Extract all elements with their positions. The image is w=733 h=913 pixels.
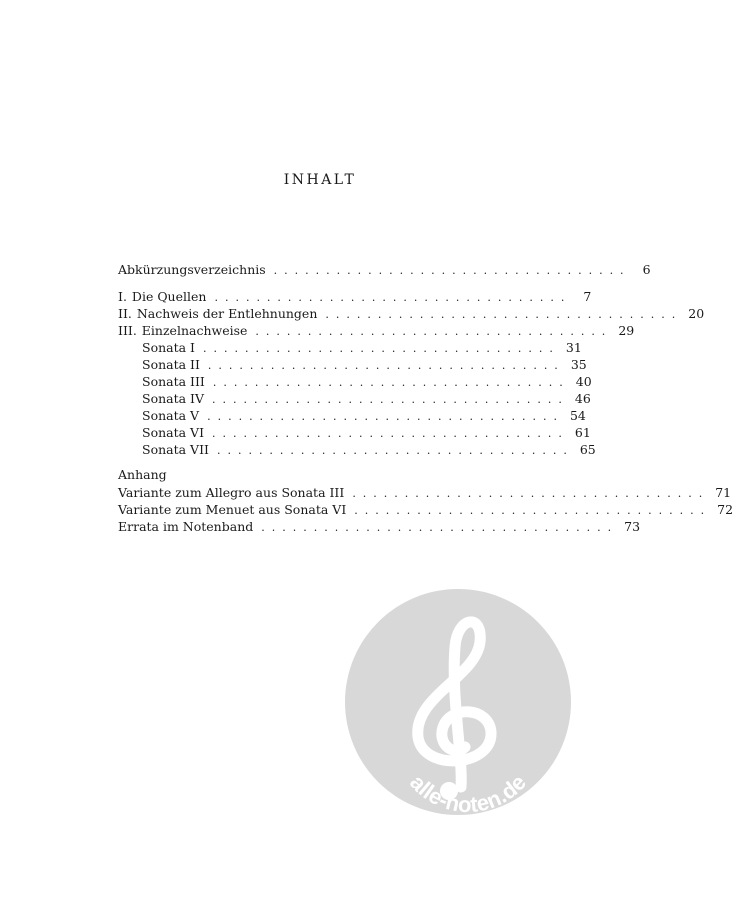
entry-page: 65 — [579, 442, 596, 457]
entry-page: 29 — [618, 323, 635, 338]
entry-page: 61 — [574, 425, 591, 440]
entry-label: Abkürzungsverzeichnis — [118, 262, 266, 277]
leader-dots: .................................. — [207, 410, 564, 423]
watermark-logo — [343, 587, 573, 817]
entry-page: 20 — [688, 306, 705, 321]
toc-entry-sonata-3 — [142, 374, 592, 391]
entry-page: 31 — [565, 340, 582, 355]
toc-entry-variant-allegro — [118, 485, 732, 502]
toc-entry-sonata-6 — [142, 425, 591, 442]
leader-dots: .................................. — [325, 308, 683, 321]
toc-entry-details — [118, 323, 635, 340]
leader-dots: .................................. — [207, 359, 565, 372]
leader-dots: .................................. — [273, 264, 631, 277]
leader-dots: .................................. — [202, 342, 560, 355]
entry-label: Sonata II — [142, 357, 200, 372]
entry-page: 46 — [574, 391, 591, 406]
entry-page: 71 — [715, 485, 732, 500]
watermark-text: alle-noten.de — [405, 769, 531, 817]
toc-entry-sonata-2 — [142, 357, 587, 374]
leader-dots: .................................. — [212, 427, 569, 440]
entry-label: Variante zum Menuet aus Sonata VI — [118, 502, 347, 517]
entry-page: 7 — [583, 289, 592, 304]
toc-entry-sources — [118, 289, 592, 306]
leader-dots: .................................. — [212, 393, 569, 406]
toc-entry-sonata-1 — [142, 340, 582, 357]
leader-dots: .................................. — [214, 291, 572, 304]
entry-page: 54 — [569, 408, 586, 423]
entry-label: Sonata III — [142, 374, 205, 389]
entry-label: Errata im Notenband — [118, 519, 254, 534]
entry-label: Variante zum Allegro aus Sonata III — [118, 485, 345, 500]
toc-entry-sonata-7 — [142, 442, 596, 459]
page-title: INHALT — [283, 172, 357, 188]
entry-page: 72 — [717, 502, 733, 517]
entry-label: Sonata I — [142, 340, 195, 355]
entry-label: Nachweis der Entlehnungen — [136, 306, 318, 321]
toc-section-appendix — [118, 467, 468, 484]
entry-label: Sonata VII — [142, 442, 209, 457]
leader-dots: .................................. — [216, 444, 574, 457]
leader-dots: .................................. — [255, 325, 613, 338]
entry-page: 6 — [642, 262, 651, 277]
toc-entry-sonata-5 — [142, 408, 586, 425]
leader-dots: .................................. — [352, 487, 710, 500]
leader-dots: .................................. — [212, 376, 570, 389]
entry-page: 73 — [624, 519, 641, 534]
entry-number: III. — [118, 323, 137, 338]
entry-label: Anhang — [118, 467, 167, 482]
entry-number: I. — [118, 289, 127, 304]
entry-page: 35 — [570, 357, 587, 372]
leader-dots: .................................. — [261, 521, 619, 534]
entry-page: 40 — [575, 374, 592, 389]
toc-entry-sonata-4 — [142, 391, 591, 408]
entry-label: Sonata VI — [142, 425, 205, 440]
leader-dots: .................................. — [354, 504, 712, 517]
toc-entry-errata — [118, 519, 641, 536]
toc-entry-variant-menuet — [118, 502, 733, 519]
toc-entry-borrowings — [118, 306, 705, 323]
entry-number: II. — [118, 306, 132, 321]
toc-entry-abbreviations — [118, 262, 651, 279]
entry-label: Einzelnachweise — [141, 323, 248, 338]
entry-label: Die Quellen — [131, 289, 207, 304]
entry-label: Sonata V — [142, 408, 200, 423]
entry-label: Sonata IV — [142, 391, 205, 406]
